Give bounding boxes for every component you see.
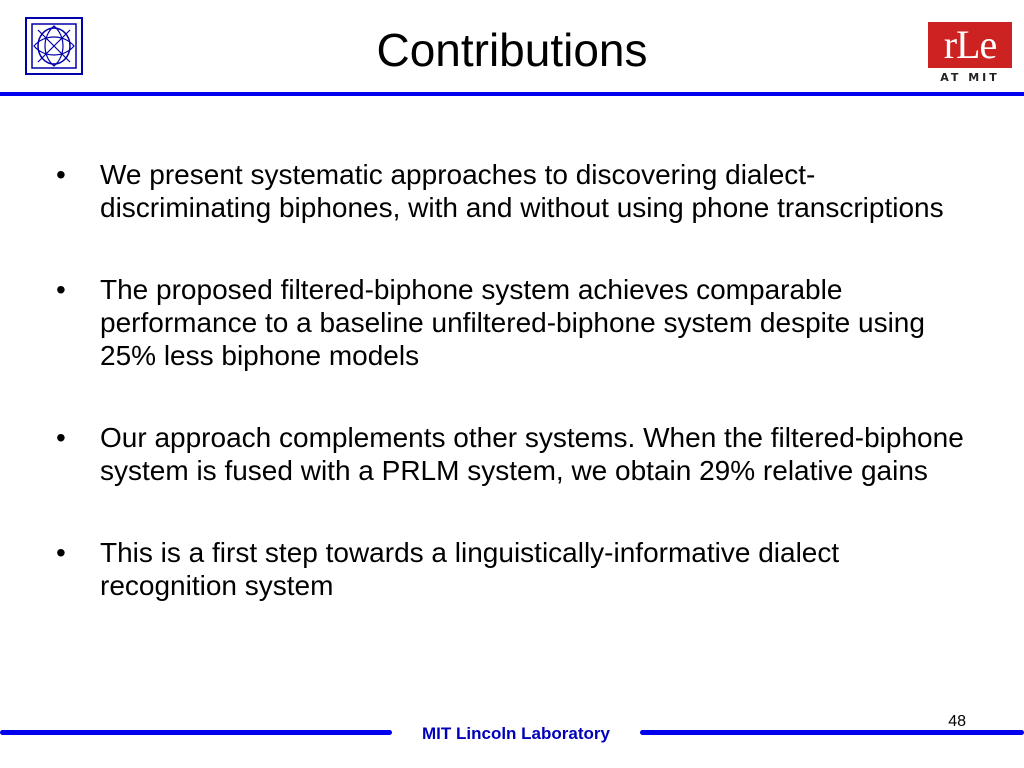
rle-logo-text: rLe — [928, 22, 1012, 68]
bullet-item — [56, 273, 976, 372]
bullet-text: We present systematic approaches to discovering dialect-discriminating biphones, with and without using phone transcriptions — [100, 159, 944, 223]
footer-divider-right — [640, 730, 1024, 735]
title-divider — [0, 92, 1024, 96]
bullet-marker: • — [56, 159, 66, 190]
bullet-item — [56, 158, 976, 224]
slide-title: Contributions — [376, 24, 648, 76]
bullet-text: This is a first step towards a linguistically-informative dialect recognition system — [100, 537, 840, 601]
bullet-marker: • — [56, 274, 66, 305]
bullet-text: Our approach complements other systems. When the filtered-biphone system is fused with a PRLM system, we obtain 29% relative gains — [100, 422, 964, 486]
rle-logo-icon — [928, 22, 1012, 88]
page-number: 48 — [948, 713, 966, 730]
bullet-list — [56, 158, 976, 651]
bullet-item — [56, 421, 976, 487]
bullet-item — [56, 536, 976, 602]
bullet-marker: • — [56, 422, 66, 453]
rle-logo-subtext: AT MIT — [940, 71, 1000, 84]
footer-divider-left — [0, 730, 392, 735]
bullet-marker: • — [56, 537, 66, 568]
footer-label: MIT Lincoln Laboratory — [422, 724, 610, 743]
bullet-text: The proposed filtered-biphone system achieves comparable performance to a baseline unfiltered-biphone system despite using 25% less biphone models — [100, 274, 925, 371]
